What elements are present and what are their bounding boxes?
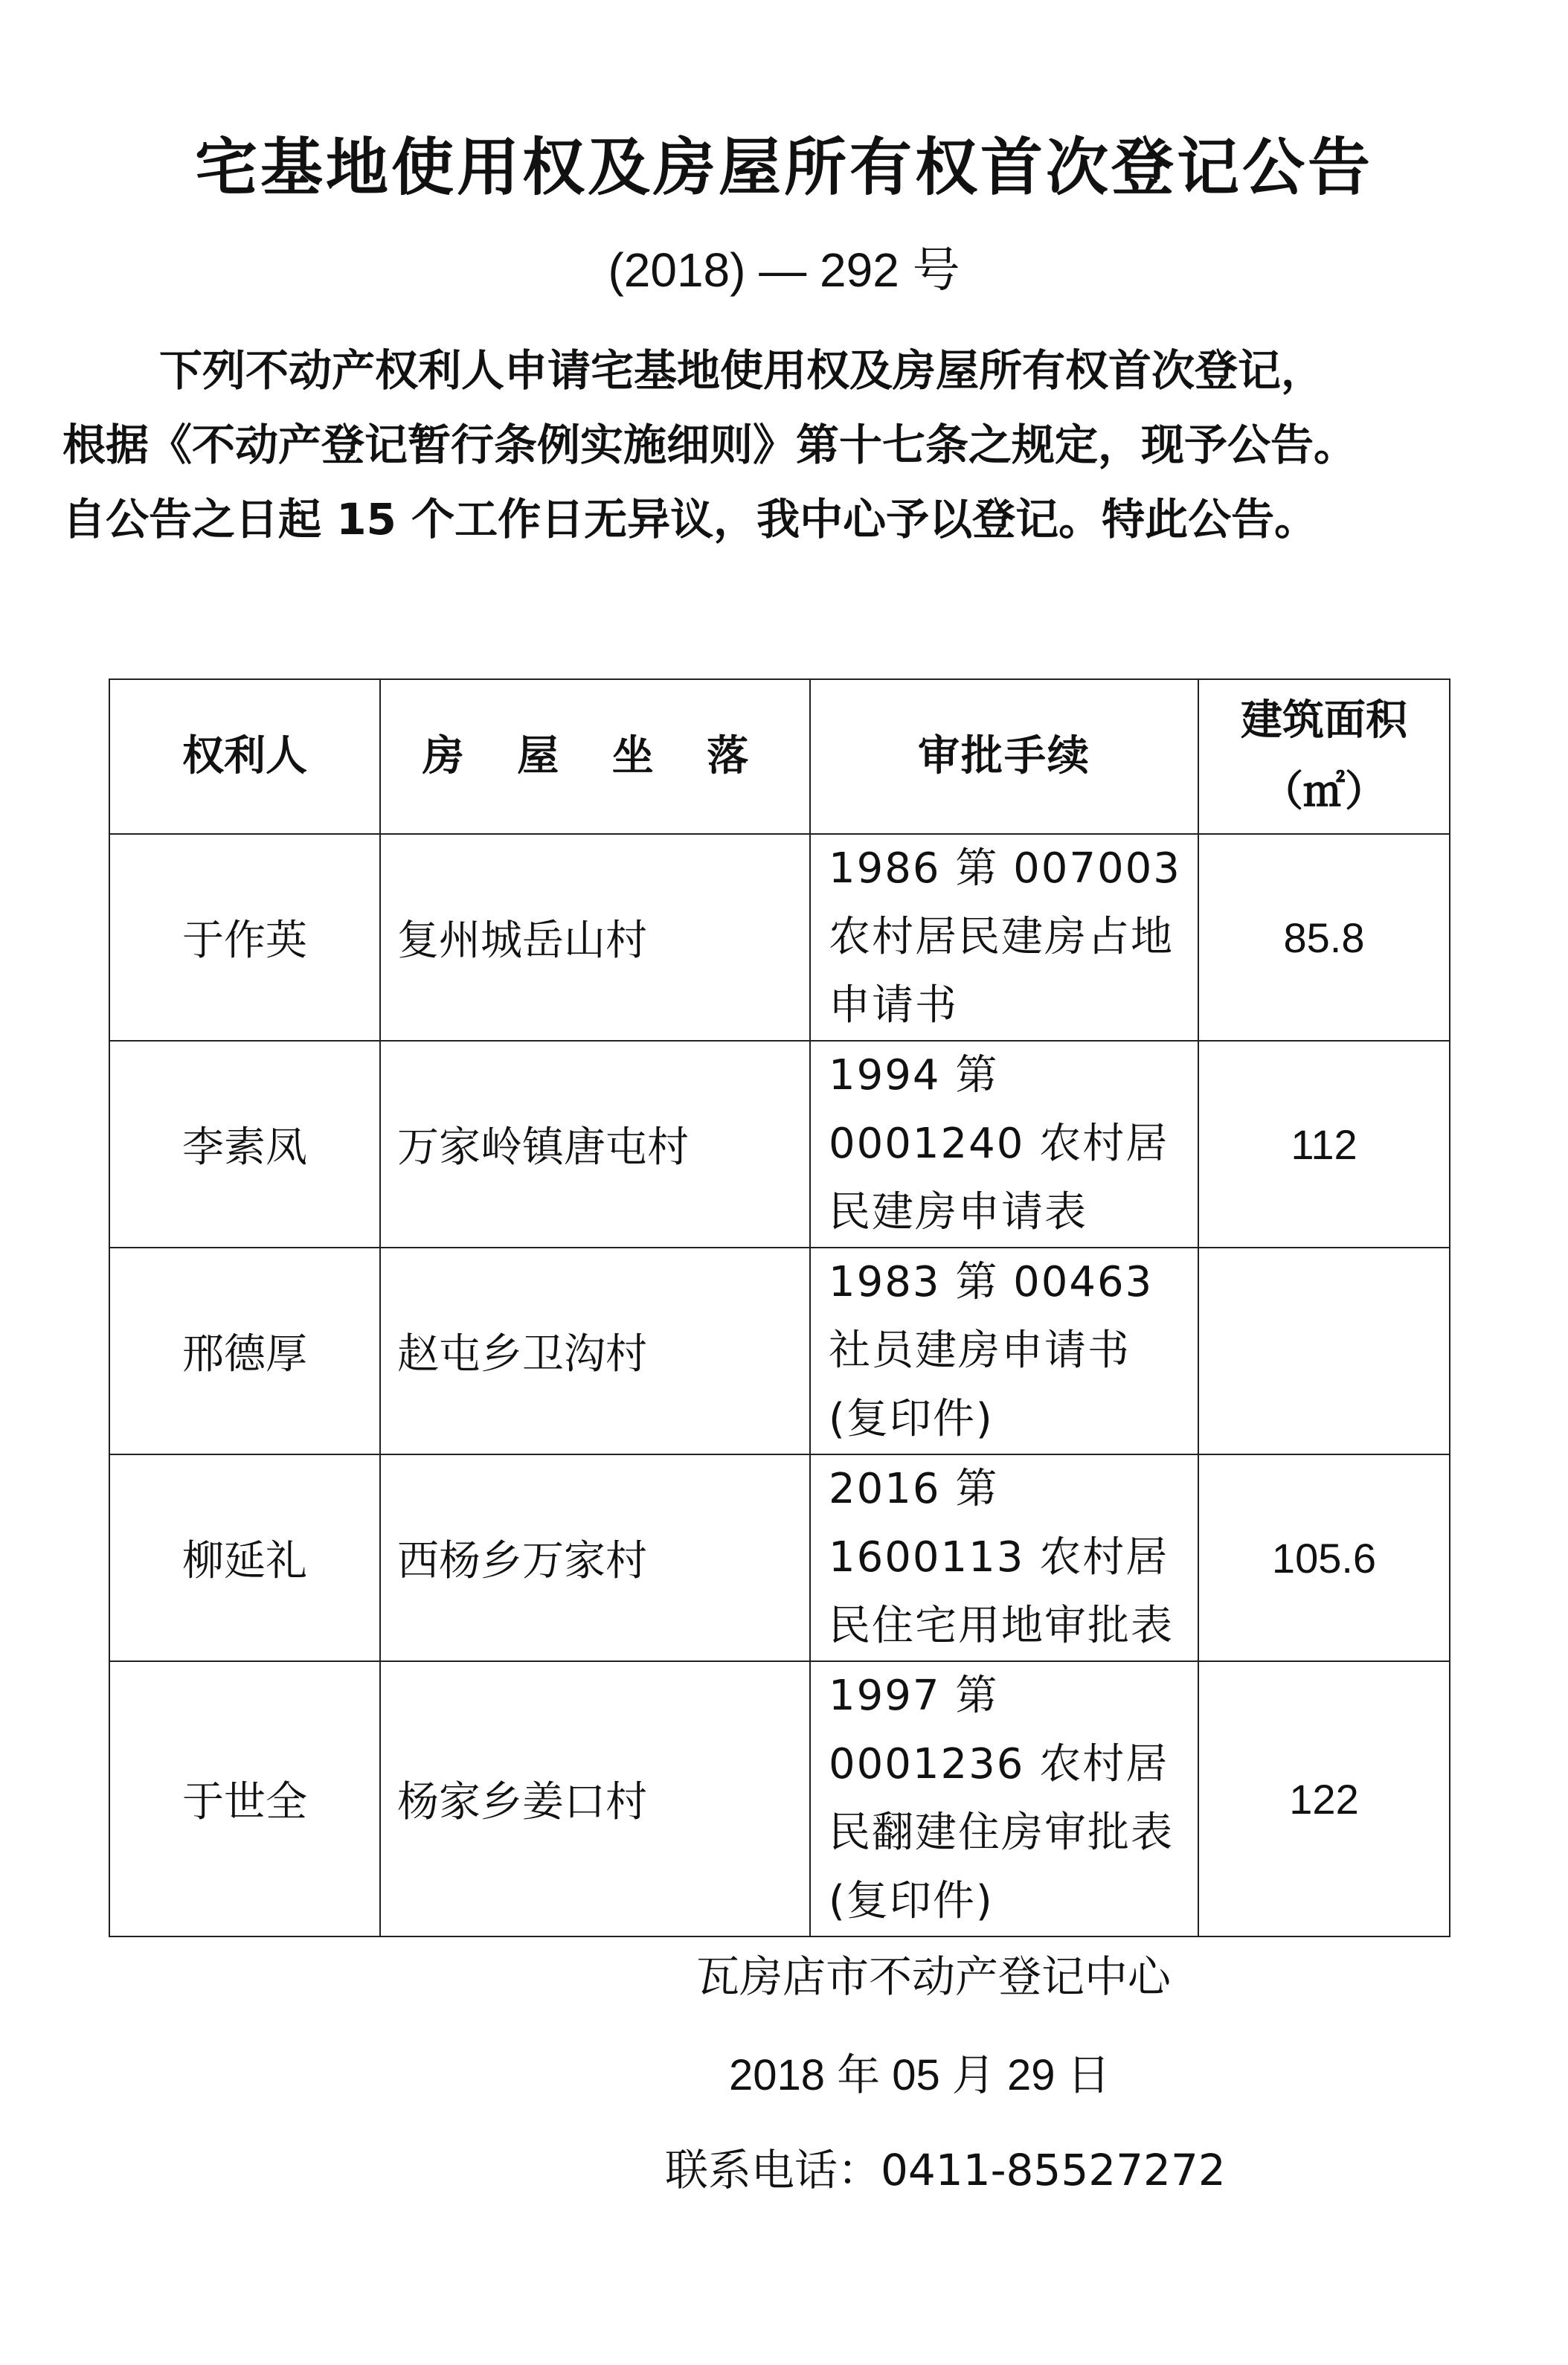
table-row (109, 1454, 1450, 1661)
body-line-2: 根据《不动产登记暂行条例实施细则》第十七条之规定，现予公告。 (62, 420, 1357, 470)
header-approval: 审批手续 (810, 679, 1198, 834)
area-cell: 112 (1198, 1041, 1450, 1248)
body-line-1: 下列不动产权利人申请宅基地使用权及房屋所有权首次登记， (159, 345, 1325, 396)
location-cell: 赵屯乡卫沟村 (380, 1248, 810, 1454)
table-row (109, 834, 1450, 1041)
issue-date: 2018 年 05 月 29 日 (729, 2051, 1111, 2099)
header-location (380, 679, 810, 834)
approval-cell: 2016 第 1600113 农村居民住宅用地审批表 (810, 1454, 1198, 1661)
document-number: (2018) — 292 号 (608, 243, 960, 297)
table-row (109, 1661, 1450, 1936)
notice-title: 宅基地使用权及房屋所有权首次登记公告 (194, 131, 1373, 204)
location-cell: 万家岭镇唐屯村 (380, 1041, 810, 1248)
approval-cell: 1983 第 00463 社员建房申请书(复印件) (810, 1248, 1198, 1454)
registration-table (109, 678, 1450, 1937)
header-area: 建筑面积 （㎡） (1198, 679, 1450, 834)
area-cell (1198, 1248, 1450, 1454)
contact-phone: 联系电话：0411-85527272 (665, 2145, 1226, 2195)
owner-cell: 柳延礼 (109, 1454, 380, 1661)
issuer-name: 瓦房店市不动产登记中心 (696, 1951, 1172, 2002)
owner-cell: 于作英 (109, 834, 380, 1041)
area-cell: 105.6 (1198, 1454, 1450, 1661)
table-header-row (109, 679, 1450, 834)
owner-cell: 邢德厚 (109, 1248, 380, 1454)
header-owner: 权利人 (109, 679, 380, 834)
owner-cell: 于世全 (109, 1661, 380, 1936)
approval-cell: 1997 第 0001236 农村居民翻建住房审批表(复印件) (810, 1661, 1198, 1936)
approval-cell: 1994 第 0001240 农村居民建房申请表 (810, 1041, 1198, 1248)
body-line-3: 自公告之日起 15 个工作日无异议，我中心予以登记。特此公告。 (62, 494, 1318, 545)
header-location-label: 房 屋 坐 落 (422, 732, 768, 780)
table-row (109, 1041, 1450, 1248)
area-cell: 122 (1198, 1661, 1450, 1936)
notice-body (62, 333, 1520, 556)
owner-cell: 李素凤 (109, 1041, 380, 1248)
area-cell: 85.8 (1198, 834, 1450, 1041)
location-cell: 复州城岳山村 (380, 834, 810, 1041)
approval-cell: 1986 第 007003 农村居民建房占地申请书 (810, 834, 1198, 1041)
location-cell: 杨家乡姜口村 (380, 1661, 810, 1936)
table-row (109, 1248, 1450, 1454)
location-cell: 西杨乡万家村 (380, 1454, 810, 1661)
